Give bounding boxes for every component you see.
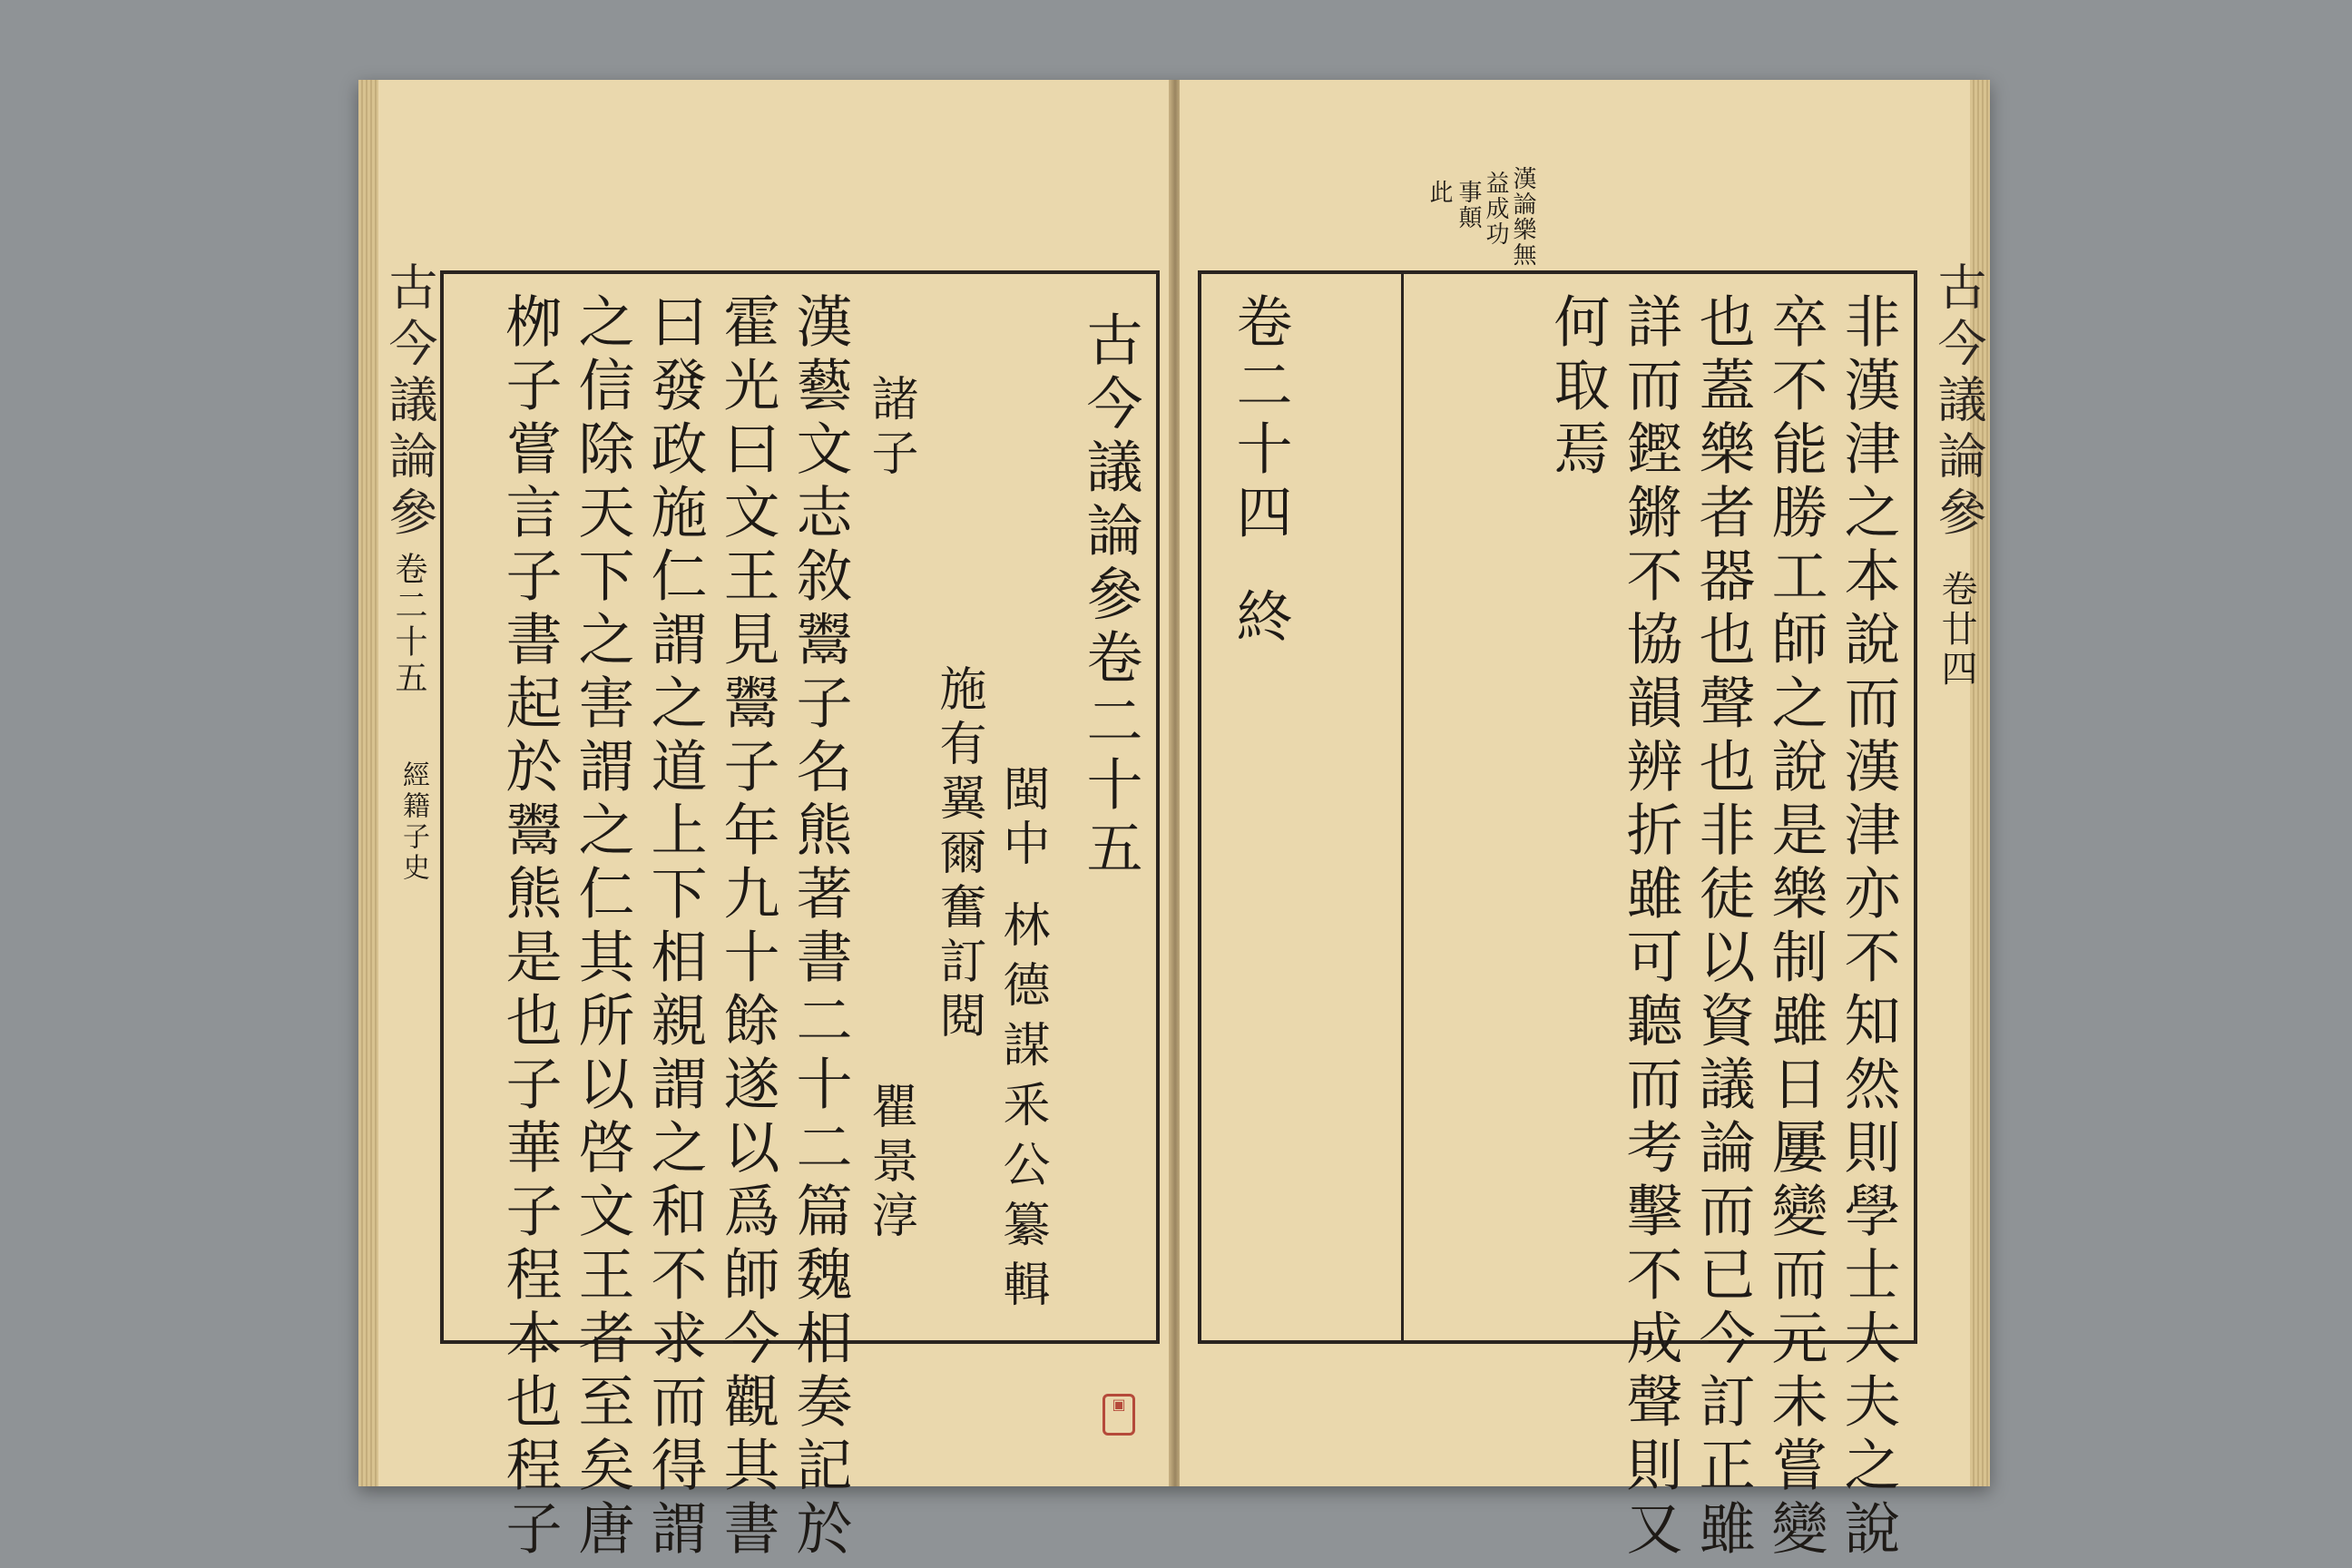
note-line-3: 事顛 [1455, 180, 1482, 230]
left-margin-section: 經籍子史 [397, 760, 429, 884]
end-word: 終 [1227, 587, 1293, 651]
end-mark: 卷二十四 [1227, 292, 1293, 546]
left-text-frame [440, 270, 1160, 1563]
section-heading: 諸子 [863, 374, 917, 483]
left-margin-volume: 卷二十五 [390, 552, 427, 697]
proofreader: 瞿景淳 [863, 1082, 917, 1245]
note-line-4: 此 [1426, 180, 1453, 205]
text-column-2: 卒不能勝工師之說是樂制雖日屢變而元未嘗變 [1762, 292, 1828, 1563]
text-column-1: 非漢津之本說而漢津亦不知然則學士大夫之說 [1835, 292, 1901, 1563]
note-line-2: 益成功 [1482, 171, 1509, 247]
left-page [358, 80, 1175, 1563]
text-column-2: 霍光曰文王見鬻子年九十餘遂以爲師今觀其書 [714, 292, 780, 1563]
left-margin-title: 古今議論參 [381, 261, 438, 543]
right-page [1180, 80, 1990, 1563]
right-text-frame [1198, 270, 1917, 1563]
text-column-5: 何取焉 [1544, 292, 1611, 483]
right-margin-volume: 卷廿四 [1936, 570, 1977, 690]
note-line-1: 漢論樂無 [1509, 166, 1536, 268]
book-title: 古今議論參卷二十五 [1077, 310, 1143, 882]
text-column-1: 漢藝文志敘鬻子名熊著書二十二篇魏相奏記於 [787, 292, 853, 1563]
open-book [358, 80, 1990, 1563]
text-column-3: 也蓋樂者器也聲也非徒以資議論而已今訂正雖 [1690, 292, 1756, 1563]
place: 閩中 [995, 764, 1049, 873]
compiler: 林德謀釆公纂輯 [995, 900, 1049, 1319]
text-column-3: 曰發政施仁謂之道上下相親謂之和不求而得謂 [642, 292, 708, 1563]
text-column-4: 之信除天下之害謂之仁其所以啓文王者至矣唐 [569, 292, 635, 1563]
editor: 施有翼爾奮訂閱 [931, 664, 985, 1045]
seal-stamp: ▣ [1102, 1394, 1135, 1436]
column-rule [1401, 274, 1404, 1340]
text-column-4: 詳而鏗鏘不協韻辨折雖可聽而考擊不成聲則又 [1617, 292, 1683, 1563]
text-column-5: 栁子嘗言子書起於鬻熊是也子華子程本也程子 [496, 292, 563, 1563]
right-margin-title: 古今議論參 [1930, 261, 1987, 543]
